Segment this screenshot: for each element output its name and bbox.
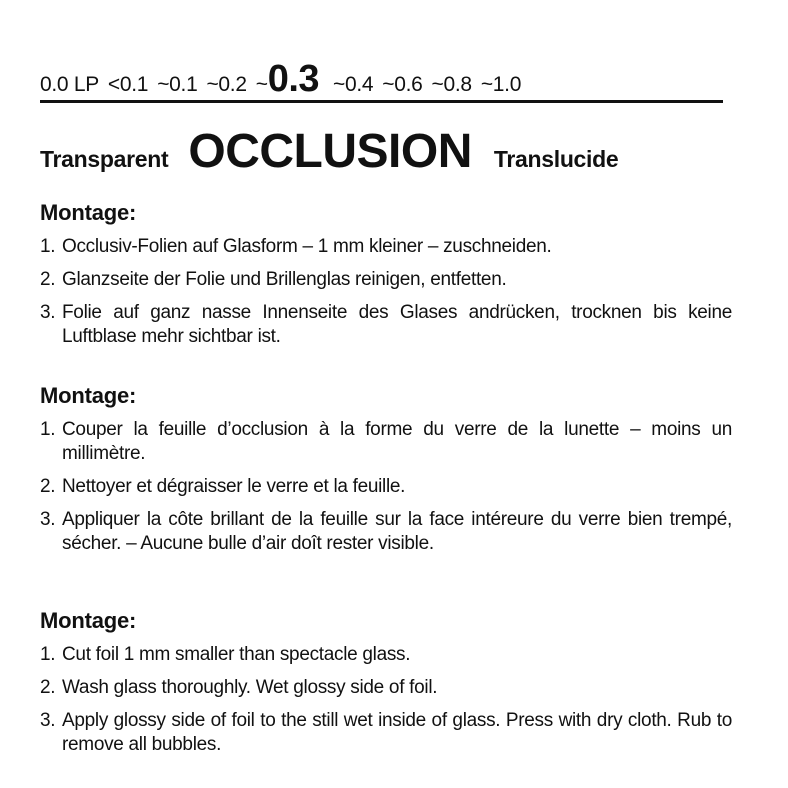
title-right: Translucide bbox=[493, 146, 619, 172]
step-number: 1. bbox=[40, 644, 56, 665]
step-number: 2. bbox=[40, 677, 56, 698]
step-number: 3. bbox=[40, 302, 56, 323]
scale-highlight-prefix: ~ bbox=[255, 73, 268, 96]
step-text: Glanzseite der Folie und Brillenglas reinigen, entfetten. bbox=[62, 269, 507, 290]
scale-value: <0.1 bbox=[107, 73, 149, 96]
list-item bbox=[40, 268, 740, 292]
step-number: 2. bbox=[40, 269, 56, 290]
list-item bbox=[40, 508, 740, 556]
list-item bbox=[40, 418, 740, 466]
list-item bbox=[40, 709, 740, 757]
step-list bbox=[40, 235, 740, 349]
list-item bbox=[40, 643, 740, 667]
page-title: OCCLUSION bbox=[188, 125, 472, 178]
list-item bbox=[40, 475, 740, 499]
step-text: Apply glossy side of foil to the still wet inside of glass. Press with dry cloth. Rub to remove all bubbles. bbox=[62, 710, 732, 755]
list-item bbox=[40, 235, 740, 259]
step-text: Folie auf ganz nasse Innenseite des Glases andrücken, trocknen bis keine Luftblase mehr sichtbar ist. bbox=[62, 302, 732, 347]
scale-value: ~0.8 bbox=[431, 73, 472, 96]
step-text: Appliquer la côte brillant de la feuille sur la face intéreure du verre bien trempé, sécher. – Aucune bulle d’air doît rester visible. bbox=[62, 509, 732, 554]
step-text: Cut foil 1 mm smaller than spectacle glass. bbox=[62, 644, 411, 665]
divider-rule bbox=[40, 100, 723, 103]
step-number: 3. bbox=[40, 710, 56, 731]
step-text: Nettoyer et dégraisser le verre et la feuille. bbox=[62, 476, 406, 497]
acuity-scale bbox=[40, 58, 740, 98]
step-text: Couper la feuille d’occlusion à la forme du verre de la lunette – moins un millimètre. bbox=[62, 419, 732, 464]
step-list bbox=[40, 643, 740, 757]
step-text: Occlusiv-Folien auf Glasform – 1 mm kleiner – zuschneiden. bbox=[62, 236, 552, 257]
scale-value: ~0.6 bbox=[382, 73, 423, 96]
section-german bbox=[40, 200, 740, 358]
scale-value: ~0.4 bbox=[333, 73, 374, 96]
step-number: 3. bbox=[40, 509, 56, 530]
title-row bbox=[40, 124, 740, 179]
list-item bbox=[40, 301, 740, 349]
scale-value: ~0.2 bbox=[206, 73, 247, 96]
section-french bbox=[40, 383, 740, 565]
step-text: Wash glass thoroughly. Wet glossy side of foil. bbox=[62, 677, 438, 698]
section-heading: Montage: bbox=[40, 200, 137, 225]
step-list bbox=[40, 418, 740, 556]
scale-highlight-value: 0.3 bbox=[267, 58, 320, 100]
scale-value: 0.0 LP bbox=[40, 73, 99, 96]
step-number: 2. bbox=[40, 476, 56, 497]
title-left: Transparent bbox=[40, 146, 169, 172]
section-heading: Montage: bbox=[40, 608, 137, 633]
section-english bbox=[40, 608, 740, 766]
section-heading: Montage: bbox=[40, 383, 137, 408]
scale-value: ~1.0 bbox=[480, 73, 522, 96]
step-number: 1. bbox=[40, 236, 56, 257]
step-number: 1. bbox=[40, 419, 56, 440]
list-item bbox=[40, 676, 740, 700]
scale-value: ~0.1 bbox=[157, 73, 198, 96]
